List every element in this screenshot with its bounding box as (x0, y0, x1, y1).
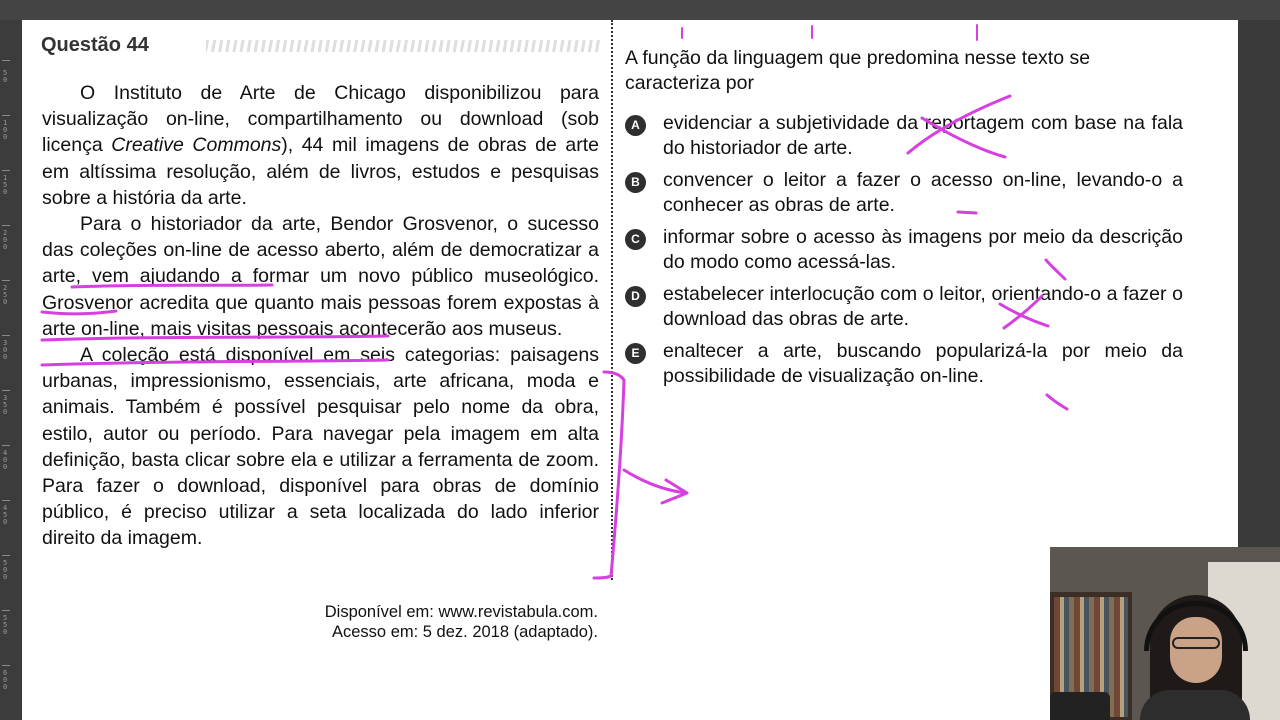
passage-paragraph-2: Para o historiador da arte, Bendor Grosvenor, o sucesso das coleções on-line de acesso aberto, além de democratizar a arte, vem ajudando a formar um novo público museológico. Grosvenor acredita que quanto mais pessoas forem expostas à arte on-line, mais visitas pessoais acontecerão aos museus. (42, 213, 599, 340)
option-text: evidenciar a subjetividade da reportagem com base na fala do historiador de arte. (663, 112, 1183, 159)
source-url: Disponível em: www.revistabula.com. (324, 603, 598, 621)
option-text: enaltecer a arte, buscando popularizá-la por meio da possibilidade de visualização on-line. (663, 340, 1183, 387)
option-text: convencer o leitor a fazer o acesso on-line, levando-o a conhecer as obras de arte. (663, 169, 1183, 216)
webcam-chair (1050, 692, 1110, 720)
vertical-ruler: 5 0 1 0 0 1 5 0 2 0 0 2 5 0 3 0 0 3 5 0 4 0 0 4 5 0 5 0 0 5 5 0 6 0 0 (0, 20, 22, 720)
passage (42, 80, 599, 552)
webcam-presenter (1140, 595, 1250, 720)
source-access-date: Acesso em: 5 dez. 2018 (adaptado). (332, 623, 598, 641)
passage-paragraph-3: A coleção está disponível em seis categorias: paisagens urbanas, impressionismo, essenciais, arte africana, moda e animais. Também é possível pesquisar pelo nome da obra, estilo, autor ou período. Para navegar pela imagem em alta definição, basta clicar sobre ela e utilizar a ferramenta de zoom. Para fazer o download, disponível para obras de domínio público, é preciso utilizar a seta localizada do lado inferior direito da imagem. (42, 344, 599, 550)
webcam-overlay (1050, 547, 1280, 720)
source-citation (272, 602, 598, 642)
passage-paragraph-1: O Instituto de Arte de Chicago disponibilizou para visualização on-line, compartilhamento ou download (sob licença Creative Commons), 44 mil imagens de obras de arte em altíssima resolução, além de livros, estudos e pesquisas sobre a história da arte. (42, 82, 600, 209)
app-top-bar (0, 0, 1280, 20)
option-text: informar sobre o acesso às imagens por meio da descrição do modo como acessá-las. (663, 226, 1183, 273)
option-letter-badge: C (625, 229, 646, 250)
option-letter-badge: D (625, 286, 646, 307)
option-letter-badge: E (625, 343, 646, 364)
option-letter-badge: B (625, 172, 646, 193)
title-decoration (206, 40, 600, 52)
option-letter-badge: A (625, 115, 646, 136)
column-divider (611, 20, 613, 580)
question-title: Questão 44 (41, 34, 149, 56)
option-text: estabelecer interlocução com o leitor, orientando-o a fazer o download das obras de arte. (663, 283, 1183, 330)
question-stem: A função da linguagem que predomina nesse texto se caracteriza por (625, 47, 1091, 94)
